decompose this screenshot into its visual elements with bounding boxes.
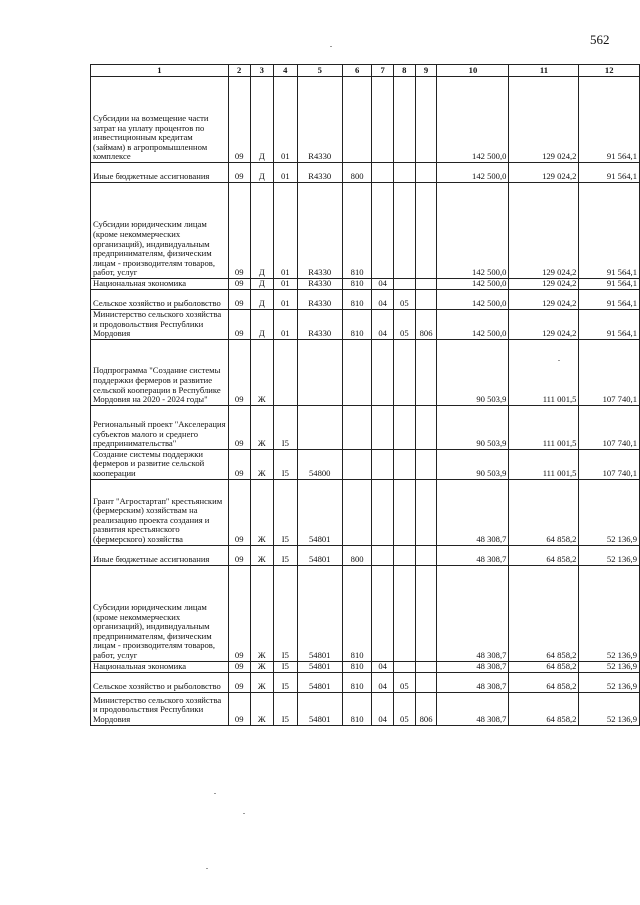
cell-col-2: 09	[228, 279, 250, 290]
column-header-10: 10	[437, 65, 509, 77]
cell-col-12: 91 564,1	[579, 279, 640, 290]
column-header-2: 2	[228, 65, 250, 77]
cell-col-12: 91 564,1	[579, 290, 640, 310]
cell-col-5: 54801	[297, 545, 342, 565]
row-name-cell: Создание системы поддержки фермеров и развитие сельской кооперации	[91, 449, 229, 479]
table-row	[91, 310, 640, 340]
cell-col-8	[394, 405, 416, 449]
cell-col-7	[372, 405, 394, 449]
cell-col-8	[394, 479, 416, 545]
cell-col-5: R4330	[297, 77, 342, 163]
cell-col-4: 01	[274, 310, 298, 340]
cell-col-10: 142 500,0	[437, 77, 509, 163]
cell-col-9	[415, 339, 437, 405]
cell-col-3: Ж	[250, 545, 274, 565]
table-row	[91, 692, 640, 725]
cell-col-10: 48 308,7	[437, 661, 509, 672]
column-header-1: 1	[91, 65, 229, 77]
cell-col-11: 64 858,2	[509, 692, 579, 725]
cell-col-6	[342, 77, 372, 163]
cell-col-5: 54801	[297, 479, 342, 545]
cell-col-10: 142 500,0	[437, 183, 509, 279]
cell-col-5	[297, 339, 342, 405]
row-name-cell: Национальная экономика	[91, 661, 229, 672]
cell-col-5: R4330	[297, 290, 342, 310]
cell-col-2: 09	[228, 565, 250, 661]
row-name-cell: Сельское хозяйство и рыболовство	[91, 290, 229, 310]
cell-col-12: 52 136,9	[579, 545, 640, 565]
cell-col-11: 111 001,5	[509, 339, 579, 405]
cell-col-10: 48 308,7	[437, 565, 509, 661]
cell-col-5: 54801	[297, 565, 342, 661]
scan-speck	[558, 360, 560, 361]
row-name-cell: Субсидии юридическим лицам (кроме некоммерческих организаций), индивидуальным предпринимателям, физическим лицам - производителям товаров, работ, услуг	[91, 565, 229, 661]
cell-col-4: I5	[274, 545, 298, 565]
cell-col-4: 01	[274, 77, 298, 163]
column-header-11: 11	[509, 65, 579, 77]
cell-col-10: 142 500,0	[437, 310, 509, 340]
cell-col-3: Ж	[250, 479, 274, 545]
cell-col-4: I5	[274, 565, 298, 661]
cell-col-12: 52 136,9	[579, 479, 640, 545]
cell-col-7	[372, 183, 394, 279]
cell-col-6: 810	[342, 661, 372, 672]
column-header-7: 7	[372, 65, 394, 77]
cell-col-9	[415, 163, 437, 183]
cell-col-4: 01	[274, 279, 298, 290]
cell-col-2: 09	[228, 449, 250, 479]
cell-col-2: 09	[228, 672, 250, 692]
cell-col-5	[297, 405, 342, 449]
cell-col-5: R4330	[297, 279, 342, 290]
cell-col-5: R4330	[297, 163, 342, 183]
cell-col-9: 806	[415, 692, 437, 725]
cell-col-7	[372, 545, 394, 565]
cell-col-6	[342, 339, 372, 405]
cell-col-5: 54800	[297, 449, 342, 479]
cell-col-9	[415, 565, 437, 661]
cell-col-2: 09	[228, 661, 250, 672]
row-name-cell: Подпрограмма "Создание системы поддержки фермеров и развитие сельской кооперации в Республике Мордовия на 2020 - 2024 годы"	[91, 339, 229, 405]
cell-col-4: I5	[274, 405, 298, 449]
cell-col-6: 800	[342, 163, 372, 183]
cell-col-3: Ж	[250, 565, 274, 661]
cell-col-3: Д	[250, 183, 274, 279]
cell-col-7: 04	[372, 310, 394, 340]
table-row	[91, 163, 640, 183]
cell-col-11: 129 024,2	[509, 77, 579, 163]
cell-col-12: 107 740,1	[579, 449, 640, 479]
cell-col-5: 54801	[297, 672, 342, 692]
cell-col-10: 48 308,7	[437, 479, 509, 545]
cell-col-7: 04	[372, 692, 394, 725]
cell-col-4: 01	[274, 163, 298, 183]
table-row	[91, 405, 640, 449]
cell-col-7: 04	[372, 672, 394, 692]
row-name-cell: Министерство сельского хозяйства и продовольствия Республики Мордовия	[91, 310, 229, 340]
cell-col-9	[415, 672, 437, 692]
cell-col-6	[342, 449, 372, 479]
cell-col-8	[394, 77, 416, 163]
budget-table	[90, 64, 640, 726]
row-name-cell: Субсидии юридическим лицам (кроме некоммерческих организаций), индивидуальным предпринимателям, физическим лицам - производителям товаров, работ, услуг	[91, 183, 229, 279]
cell-col-4: I5	[274, 661, 298, 672]
column-header-3: 3	[250, 65, 274, 77]
scan-speck	[330, 46, 332, 47]
column-header-9: 9	[415, 65, 437, 77]
row-name-cell: Министерство сельского хозяйства и продовольствия Республики Мордовия	[91, 692, 229, 725]
column-header-4: 4	[274, 65, 298, 77]
table-row	[91, 661, 640, 672]
table-row	[91, 279, 640, 290]
table-row	[91, 545, 640, 565]
table-row	[91, 183, 640, 279]
cell-col-10: 90 503,9	[437, 405, 509, 449]
scan-speck	[206, 868, 208, 869]
cell-col-10: 142 500,0	[437, 163, 509, 183]
cell-col-8	[394, 339, 416, 405]
cell-col-12: 52 136,9	[579, 661, 640, 672]
row-name-cell: Субсидии на возмещение части затрат на уплату процентов по инвестиционным кредитам (займам) в агропромышленном комплексе	[91, 77, 229, 163]
cell-col-10: 90 503,9	[437, 449, 509, 479]
cell-col-6	[342, 405, 372, 449]
cell-col-7	[372, 163, 394, 183]
cell-col-4: I5	[274, 692, 298, 725]
cell-col-2: 09	[228, 310, 250, 340]
cell-col-3: Д	[250, 279, 274, 290]
column-header-5: 5	[297, 65, 342, 77]
cell-col-8	[394, 279, 416, 290]
row-name-cell: Национальная экономика	[91, 279, 229, 290]
cell-col-3: Ж	[250, 449, 274, 479]
cell-col-11: 129 024,2	[509, 183, 579, 279]
cell-col-11: 64 858,2	[509, 565, 579, 661]
cell-col-3: Ж	[250, 661, 274, 672]
cell-col-2: 09	[228, 692, 250, 725]
cell-col-7: 04	[372, 290, 394, 310]
cell-col-2: 09	[228, 479, 250, 545]
cell-col-7	[372, 77, 394, 163]
scan-speck	[243, 813, 245, 814]
cell-col-11: 64 858,2	[509, 661, 579, 672]
cell-col-12: 107 740,1	[579, 339, 640, 405]
cell-col-3: Ж	[250, 692, 274, 725]
table-row	[91, 479, 640, 545]
cell-col-12: 52 136,9	[579, 565, 640, 661]
cell-col-7: 04	[372, 661, 394, 672]
cell-col-12: 91 564,1	[579, 183, 640, 279]
cell-col-11: 129 024,2	[509, 290, 579, 310]
cell-col-8	[394, 163, 416, 183]
cell-col-4: 01	[274, 183, 298, 279]
cell-col-12: 91 564,1	[579, 310, 640, 340]
cell-col-8	[394, 661, 416, 672]
cell-col-6: 810	[342, 279, 372, 290]
cell-col-6	[342, 479, 372, 545]
cell-col-9	[415, 545, 437, 565]
cell-col-9	[415, 661, 437, 672]
table-row	[91, 290, 640, 310]
scan-speck	[214, 793, 216, 794]
cell-col-2: 09	[228, 183, 250, 279]
row-name-cell: Грант "Агростартап" крестьянским (фермерским) хозяйствам на реализацию проекта создания и развития крестьянского (фермерского) хозяйства	[91, 479, 229, 545]
cell-col-10: 48 308,7	[437, 672, 509, 692]
cell-col-4: I5	[274, 449, 298, 479]
cell-col-11: 64 858,2	[509, 672, 579, 692]
cell-col-4: I5	[274, 672, 298, 692]
cell-col-10: 90 503,9	[437, 339, 509, 405]
cell-col-11: 64 858,2	[509, 545, 579, 565]
page-number: 562	[590, 32, 610, 47]
cell-col-7	[372, 449, 394, 479]
cell-col-11: 111 001,5	[509, 449, 579, 479]
row-name-cell: Сельское хозяйство и рыболовство	[91, 672, 229, 692]
cell-col-9: 806	[415, 310, 437, 340]
cell-col-2: 09	[228, 339, 250, 405]
cell-col-4: 01	[274, 290, 298, 310]
cell-col-9	[415, 183, 437, 279]
table-header	[91, 65, 640, 77]
cell-col-6: 810	[342, 290, 372, 310]
table-row	[91, 339, 640, 405]
cell-col-6: 810	[342, 692, 372, 725]
cell-col-3: Д	[250, 310, 274, 340]
cell-col-4: I5	[274, 479, 298, 545]
cell-col-5: R4330	[297, 310, 342, 340]
cell-col-8	[394, 183, 416, 279]
cell-col-3: Д	[250, 290, 274, 310]
cell-col-10: 142 500,0	[437, 279, 509, 290]
column-header-8: 8	[394, 65, 416, 77]
cell-col-6: 810	[342, 565, 372, 661]
cell-col-2: 09	[228, 290, 250, 310]
cell-col-7: 04	[372, 279, 394, 290]
table-row	[91, 672, 640, 692]
cell-col-12: 52 136,9	[579, 692, 640, 725]
cell-col-11: 129 024,2	[509, 279, 579, 290]
cell-col-2: 09	[228, 405, 250, 449]
cell-col-8: 05	[394, 290, 416, 310]
cell-col-7	[372, 339, 394, 405]
cell-col-6: 810	[342, 672, 372, 692]
cell-col-12: 107 740,1	[579, 405, 640, 449]
table-row	[91, 77, 640, 163]
cell-col-8: 05	[394, 692, 416, 725]
cell-col-11: 129 024,2	[509, 163, 579, 183]
cell-col-12: 91 564,1	[579, 163, 640, 183]
cell-col-2: 09	[228, 545, 250, 565]
row-name-cell: Региональный проект "Акселерация субъектов малого и среднего предпринимательства"	[91, 405, 229, 449]
cell-col-10: 48 308,7	[437, 692, 509, 725]
cell-col-9	[415, 279, 437, 290]
cell-col-9	[415, 405, 437, 449]
table-row	[91, 449, 640, 479]
column-header-6: 6	[342, 65, 372, 77]
cell-col-3: Ж	[250, 339, 274, 405]
cell-col-2: 09	[228, 77, 250, 163]
cell-col-7	[372, 565, 394, 661]
row-name-cell: Иные бюджетные ассигнования	[91, 545, 229, 565]
cell-col-3: Д	[250, 163, 274, 183]
table-body	[91, 77, 640, 726]
cell-col-6: 800	[342, 545, 372, 565]
cell-col-10: 142 500,0	[437, 290, 509, 310]
cell-col-3: Ж	[250, 672, 274, 692]
cell-col-8	[394, 449, 416, 479]
cell-col-11: 129 024,2	[509, 310, 579, 340]
cell-col-5: R4330	[297, 183, 342, 279]
row-name-cell: Иные бюджетные ассигнования	[91, 163, 229, 183]
cell-col-8: 05	[394, 310, 416, 340]
cell-col-6: 810	[342, 183, 372, 279]
cell-col-8	[394, 545, 416, 565]
cell-col-3: Ж	[250, 405, 274, 449]
cell-col-3: Д	[250, 77, 274, 163]
cell-col-5: 54801	[297, 692, 342, 725]
cell-col-12: 52 136,9	[579, 672, 640, 692]
cell-col-12: 91 564,1	[579, 77, 640, 163]
cell-col-8	[394, 565, 416, 661]
cell-col-11: 111 001,5	[509, 405, 579, 449]
column-header-12: 12	[579, 65, 640, 77]
cell-col-9	[415, 77, 437, 163]
cell-col-9	[415, 479, 437, 545]
cell-col-6: 810	[342, 310, 372, 340]
cell-col-8: 05	[394, 672, 416, 692]
cell-col-5: 54801	[297, 661, 342, 672]
cell-col-11: 64 858,2	[509, 479, 579, 545]
table-row	[91, 565, 640, 661]
cell-col-7	[372, 479, 394, 545]
cell-col-2: 09	[228, 163, 250, 183]
cell-col-9	[415, 449, 437, 479]
cell-col-4	[274, 339, 298, 405]
cell-col-10: 48 308,7	[437, 545, 509, 565]
cell-col-9	[415, 290, 437, 310]
